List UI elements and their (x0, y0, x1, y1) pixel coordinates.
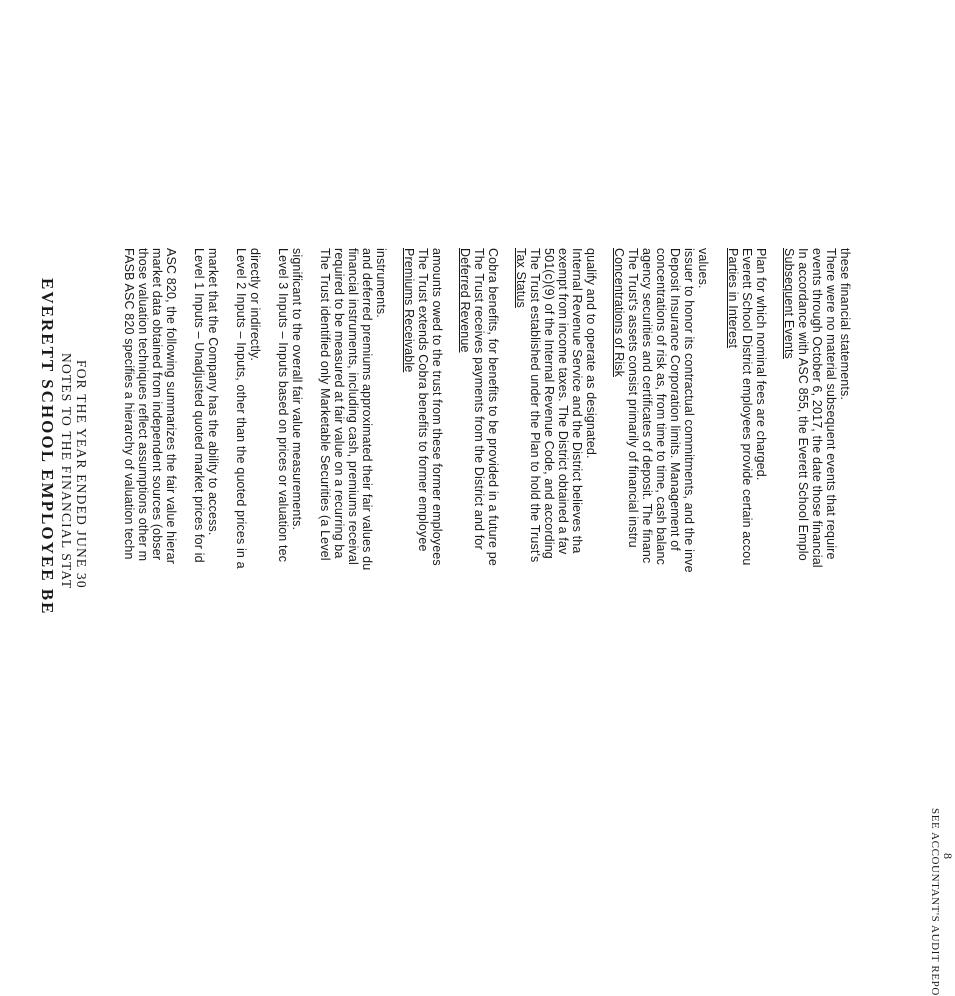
tax-status-line: The Trust established under the Plan to hold the Trust's (528, 248, 542, 563)
trust-securities-line: instruments. (374, 248, 388, 318)
fair-value-line: market data obtained from independent sources (obser (150, 248, 164, 561)
tax-status-line: Internal Revenue Service and the District believes tha (570, 248, 584, 554)
footer-audit-report: SEE ACCOUNTANT'S AUDIT REPO (929, 808, 941, 996)
fair-value-line: those valuation techniques reflect assumptions other m (136, 248, 150, 562)
tax-status-line: qualify and to operate as designated. (584, 248, 598, 459)
level1-line: Level 1 Inputs – Unadjusted quoted market prices for id (192, 248, 206, 563)
deferred-revenue-line: Cobra benefits, for benefits to be provided in a future pe (486, 248, 500, 566)
fair-value-line: FASB ASC 820 specifies a hierarchy of valuation techn (122, 248, 136, 560)
subsequent-events-line: In accordance with ASC 855, the Everett School Emplo (796, 248, 810, 561)
concentrations-line: issuer to honor its contractual commitments, and the inve (682, 248, 696, 573)
trust-securities-line: required to be measured at fair value on a recurring ba (332, 248, 346, 559)
premiums-receivable-heading: Premiums Receivable (402, 248, 416, 373)
level2-line: Level 2 Inputs – Inputs, other than the quoted prices in a (234, 248, 248, 569)
subsequent-events-line: There were no material subsequent events that require (824, 248, 838, 560)
premiums-receivable-line: The Trust extends Cobra benefits to former employee (416, 248, 430, 552)
parties-line: Plan for which nominal fees are charged. (754, 248, 768, 481)
deferred-revenue-line: The Trust receives payments from the District and for (472, 248, 486, 550)
concentrations-line: agency securities and certificates of deposit. The financ (640, 248, 654, 564)
document-subtitle-year: FOR THE YEAR ENDED JUNE 30 (74, 360, 89, 589)
concentrations-heading: Concentrations of Risk (612, 248, 626, 378)
trust-securities-line: The Trust identified only Marketable Securities (a Level (318, 248, 332, 561)
concentrations-line: concentrations of risk as, from time to time, cash balanc (654, 248, 668, 566)
tax-status-line: 501(c)(9) of the Internal Revenue Code, and according (542, 248, 556, 559)
premiums-receivable-line: amounts owed to the trust from these former employees (430, 248, 444, 566)
subsequent-events-line: events through October 6, 2017, the date those financial (810, 248, 824, 568)
trust-securities-line: and deferred premiums approximated their fair values du (360, 248, 374, 571)
trust-securities-line: financial instruments, including cash, premiums receival (346, 248, 360, 565)
parties-line: Everett School District employees provide certain accou (740, 248, 754, 566)
level1-line: market that the Company has the ability to access. (206, 248, 220, 536)
subsequent-events-heading: Subsequent Events (782, 248, 796, 359)
level3-line: significant to the overall fair value measurements. (290, 248, 304, 531)
level3-line: Level 3 Inputs – Inputs based on prices or valuation tec (276, 248, 290, 563)
concentrations-line: The Trust's assets consist primarily of financial instru (626, 248, 640, 548)
concentrations-line: values. (696, 248, 710, 289)
level2-line: directly or indirectly. (248, 248, 262, 361)
deferred-revenue-heading: Deferred Revenue (458, 248, 472, 353)
document-title: EVERETT SCHOOL EMPLOYEE BE (38, 278, 57, 616)
rotated-document-sheet (10, 248, 955, 996)
subsequent-events-line: these financial statements. (838, 248, 852, 401)
concentrations-line: Deposit Insurance Corporation limits. Management of (668, 248, 682, 551)
tax-status-heading: Tax Status (514, 248, 528, 308)
page-number: 8 (941, 853, 955, 860)
document-subtitle-notes: NOTES TO THE FINANCIAL STAT (59, 353, 74, 590)
fair-value-line: ASC 820, the following summarizes the fair value hierar (164, 248, 178, 565)
parties-heading: Parties in Interest (726, 248, 740, 349)
tax-status-line: exempt from income taxes. The District obtained a fav (556, 248, 570, 555)
